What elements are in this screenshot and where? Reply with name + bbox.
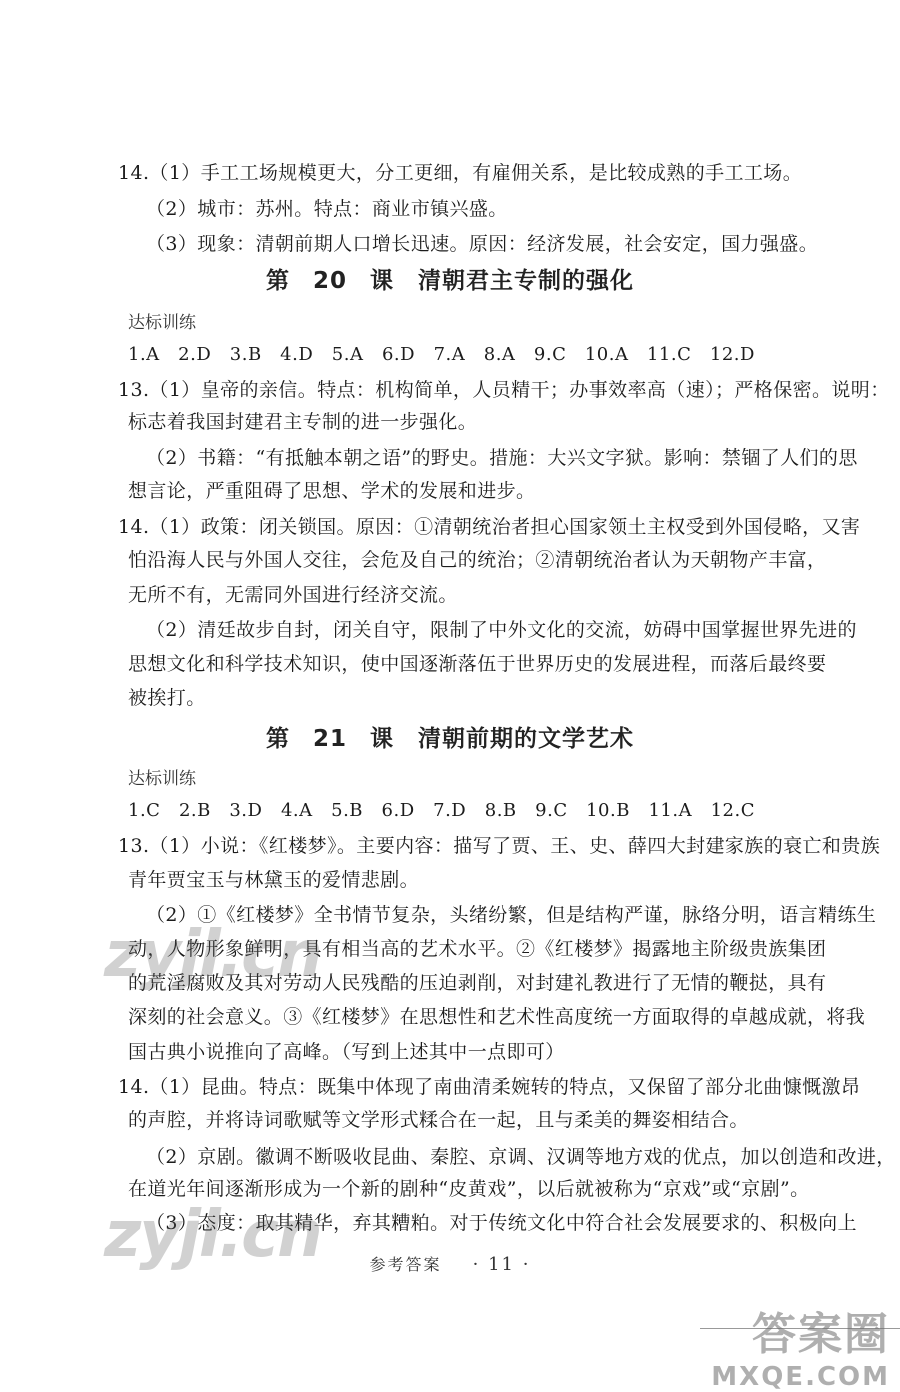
answer-line: （3）态度：取其精华，弃其糟粕。对于传统文化中符合社会发展要求的、积极向上: [146, 1212, 857, 1234]
logo-chinese-text: 答案圈: [752, 1309, 890, 1360]
lesson-20-title: 第 20 课 清朝君主专制的强化: [265, 268, 635, 294]
answer-line: 深刻的社会意义。③《红楼梦》在思想性和艺术性高度统一方面取得的卓越成就，将我: [128, 1006, 866, 1028]
answer-line: 在道光年间逐渐形成为一个新的剧种“皮黄戏”，以后就被称为“京戏”或“京剧”。: [128, 1178, 810, 1200]
answer-line: （2）京剧。徽调不断吸收昆曲、秦腔、京调、汉调等地方戏的优点，加以创造和改进，: [146, 1146, 896, 1168]
answer-line: 的荒淫腐败及其对劳动人民残酷的压迫剥削，对封建礼教进行了无情的鞭挞，具有: [128, 972, 827, 994]
answer-line: 14.（1）政策：闭关锁国。原因：①清朝统治者担心国家领土主权受到外国侵略，又害: [118, 516, 861, 538]
answer-line: 青年贾宝玉与林黛玉的爱情悲剧。: [128, 869, 420, 891]
answer-line: 标志着我国封建君主专制的进一步强化。: [128, 411, 478, 433]
answer-line: （3）现象：清朝前期人口增长迅速。原因：经济发展，社会安定，国力强盛。: [146, 233, 819, 255]
answer-line: （2）城市：苏州。特点：商业市镇兴盛。: [146, 198, 508, 220]
answer-line: 思想文化和科学技术知识，使中国逐渐落伍于世界历史的发展进程，而落后最终要: [128, 653, 827, 675]
answer-line: 国古典小说推向了高峰。（写到上述其中一点即可）: [128, 1041, 565, 1063]
page-number: · 11 ·: [472, 1254, 531, 1275]
logo-domain-text: MXQE.COM: [711, 1362, 890, 1392]
lesson-20-mcq-answers: 1.A 2.D 3.B 4.D 5.A 6.D 7.A 8.A 9.C 10.A 11.C 12.D: [128, 344, 755, 365]
answer-line: 的声腔，并将诗词歌赋等文学形式糅合在一起，且与柔美的舞姿相结合。: [128, 1109, 749, 1131]
lesson-21-title: 第 21 课 清朝前期的文学艺术: [265, 726, 635, 752]
lesson-21-mcq-answers: 1.C 2.B 3.D 4.A 5.B 6.D 7.D 8.B 9.C 10.B 11.A 12.C: [128, 800, 755, 821]
answer-line: 动，人物形象鲜明，具有相当高的艺术水平。②《红楼梦》揭露地主阶级贵族集团: [128, 938, 827, 960]
answer-line: （2）清廷故步自封，闭关自守，限制了中外文化的交流，妨碍中国掌握世界先进的: [146, 619, 857, 641]
watermark-text: zyjl.cn: [104, 1198, 321, 1272]
answer-line: 被挨打。: [128, 687, 206, 709]
corner-watermark-logo: [680, 1298, 890, 1390]
lesson-21-subhead: 达标训练: [128, 769, 196, 789]
answer-line: 13.（1）小说：《红楼梦》。主要内容：描写了贾、王、史、薛四大封建家族的衰亡和贵族: [118, 835, 881, 857]
answer-line: 13.（1）皇帝的亲信。特点：机构简单，人员精干；办事效率高（速）；严格保密。说明：: [118, 379, 890, 401]
answer-line: 14.（1）昆曲。特点：既集中体现了南曲清柔婉转的特点，又保留了部分北曲慷慨激昂: [118, 1076, 861, 1098]
answer-line: 怕沿海人民与外国人交往，会危及自己的统治；②清朝统治者认为天朝物产丰富，: [128, 549, 827, 571]
answer-line: 14.（1）手工工场规模更大，分工更细，有雇佣关系，是比较成熟的手工工场。: [118, 162, 803, 184]
answer-line: 想言论，严重阻碍了思想、学术的发展和进步。: [128, 480, 536, 502]
footer-label: 参考答案: [369, 1255, 442, 1274]
answer-line: （2）书籍：“有抵触本朝之语”的野史。措施：大兴文字狱。影响：禁锢了人们的思: [146, 447, 858, 469]
watermark-text: zyjl.cn: [104, 918, 321, 992]
answer-line: 无所不有，无需同外国进行经济交流。: [128, 584, 458, 606]
lesson-20-subhead: 达标训练: [128, 313, 196, 333]
answer-line: （2）①《红楼梦》全书情节复杂，头绪纷繁，但是结构严谨，脉络分明，语言精练生: [146, 904, 877, 926]
